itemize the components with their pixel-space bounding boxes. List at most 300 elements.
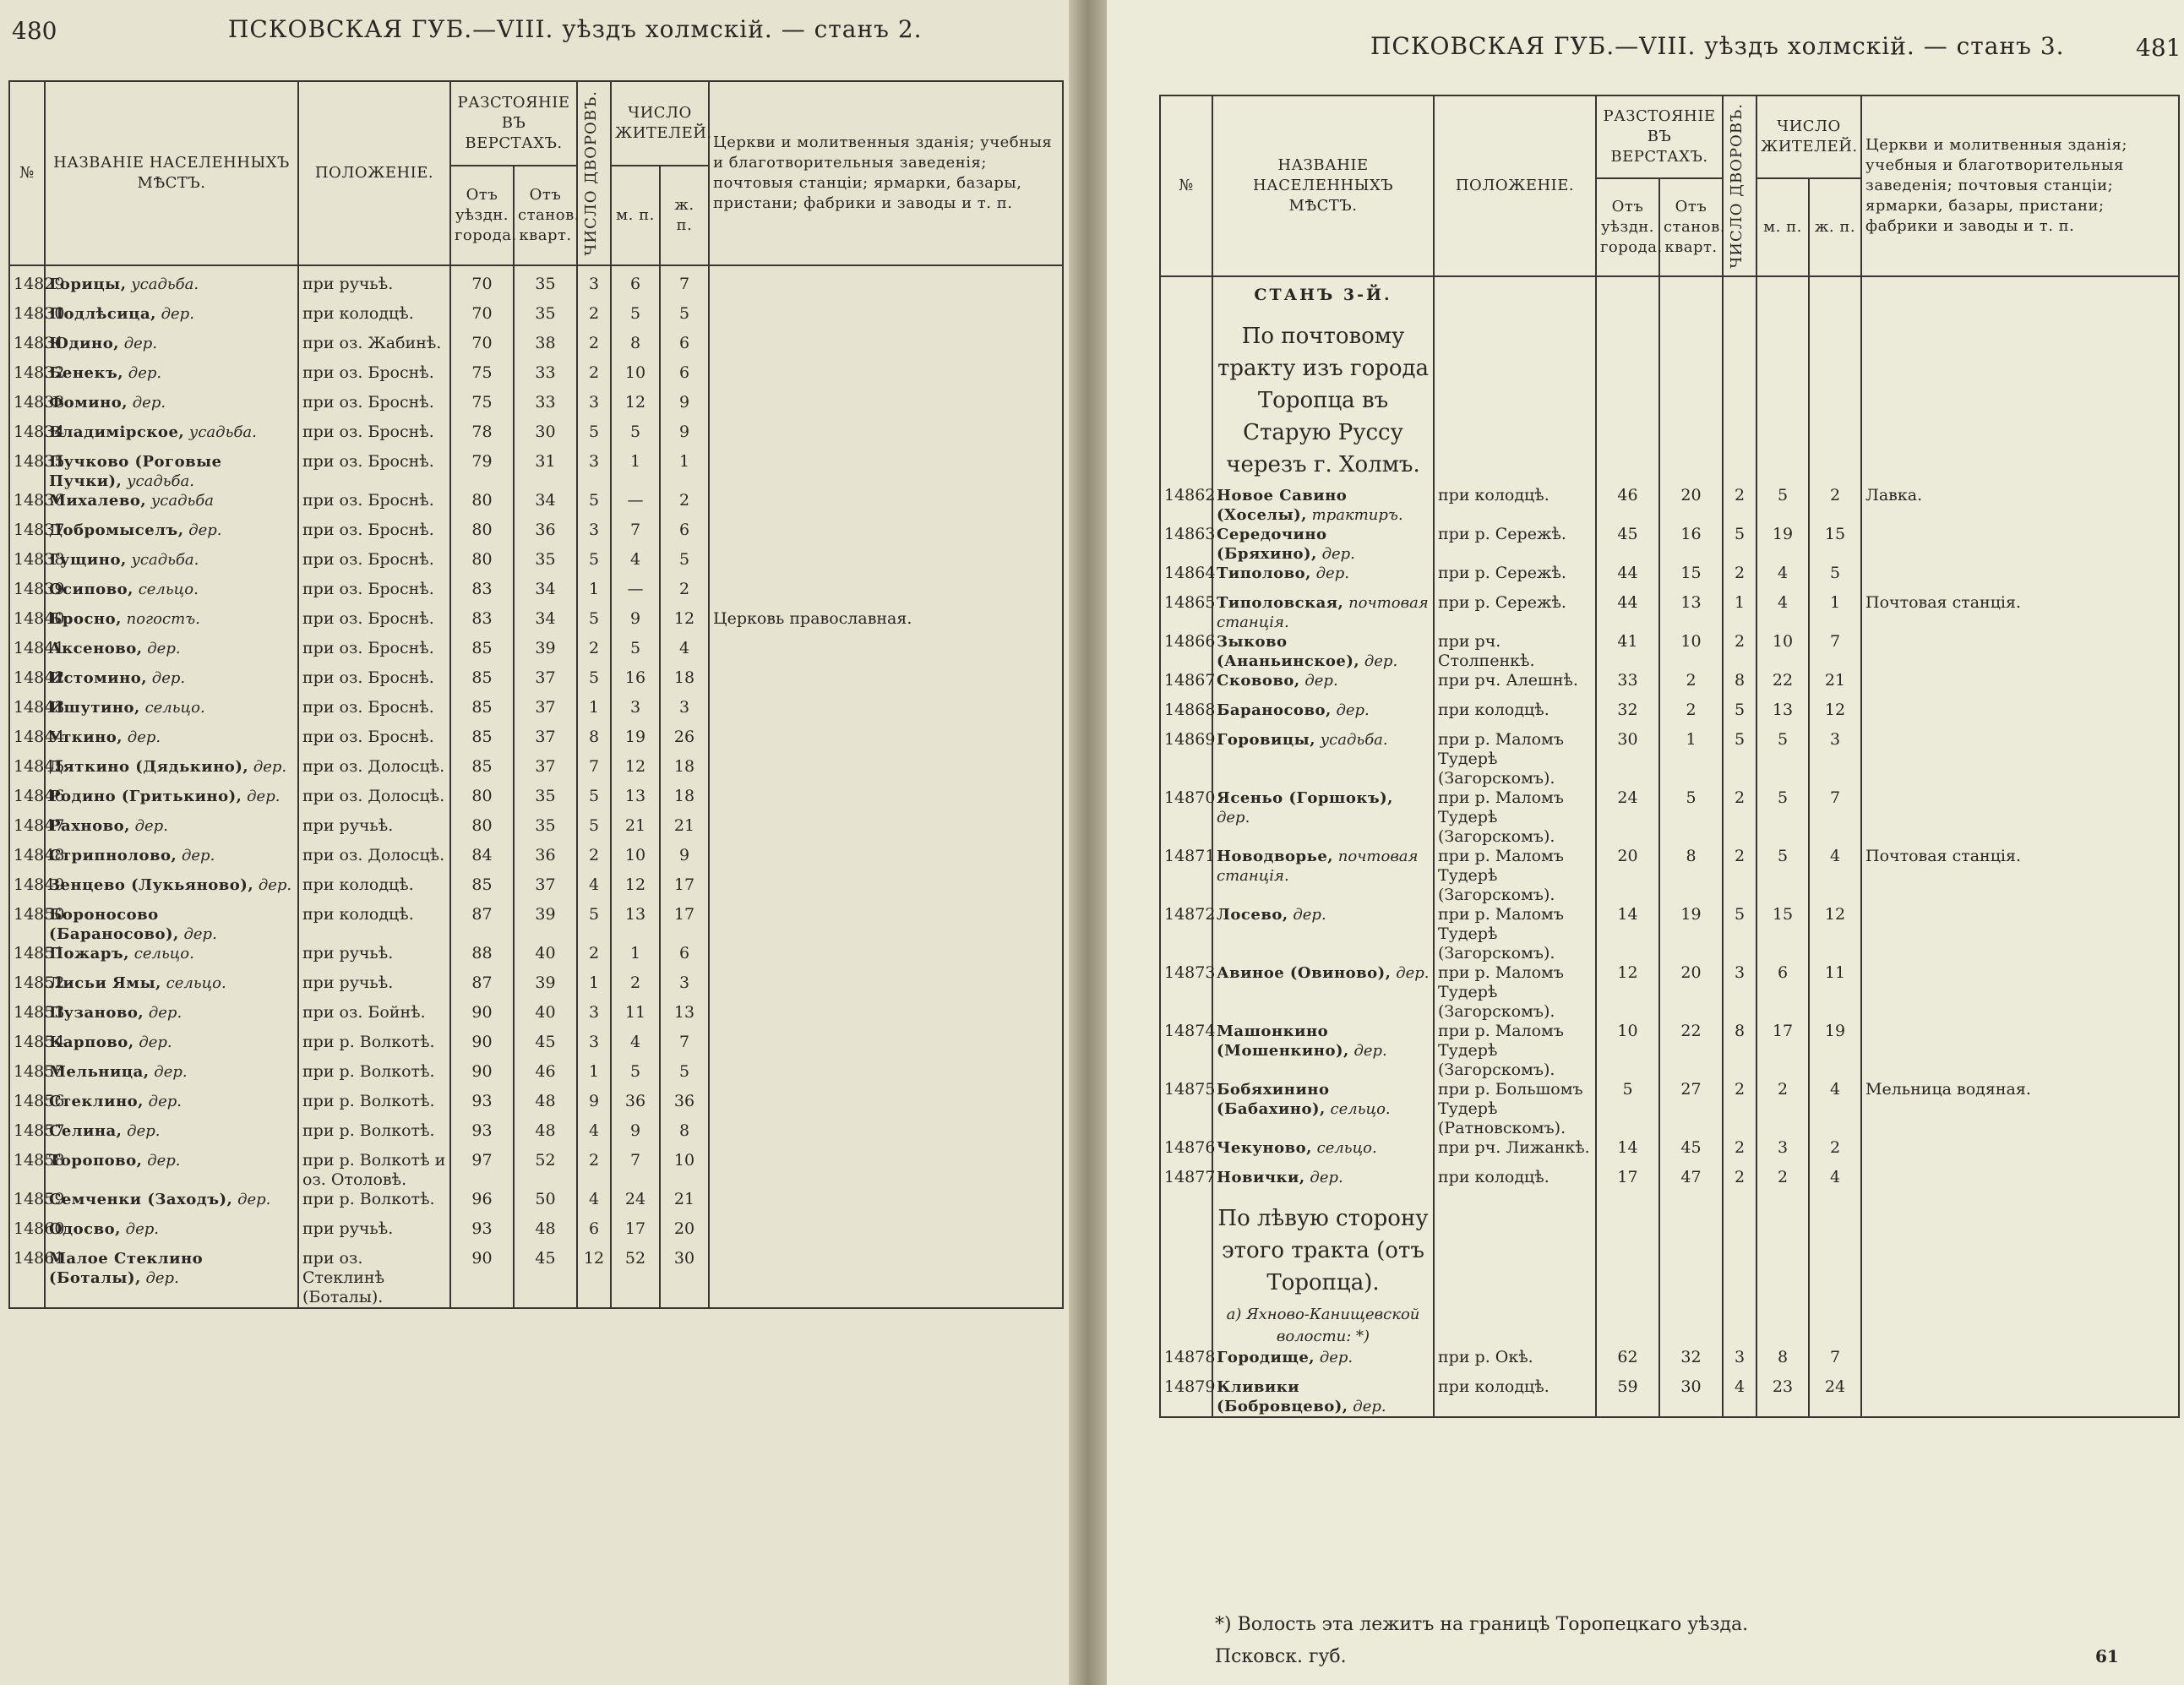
- empty-cell: [1160, 276, 1212, 315]
- row-name-cell: [45, 846, 298, 875]
- row-number: 14863: [1160, 525, 1212, 564]
- row-name-cell: [45, 816, 298, 846]
- row-dist-stan: 40: [514, 944, 577, 973]
- row-name-cell: [45, 875, 298, 905]
- row-female: 12: [1809, 905, 1861, 963]
- row-note: [1861, 905, 2179, 963]
- empty-cell: [1434, 315, 1596, 486]
- row-position: при р. Волкотѣ.: [298, 1062, 450, 1092]
- row-female: 9: [660, 846, 709, 875]
- row-name: Горицы,: [49, 275, 127, 293]
- row-note: [709, 304, 1063, 334]
- row-kind: дер.: [154, 1063, 188, 1081]
- row-yards: 4: [1723, 1377, 1756, 1417]
- table-row: [9, 363, 1063, 393]
- row-female: 1: [660, 452, 709, 491]
- empty-cell: [1596, 1197, 1659, 1304]
- row-position: при рч. Алешнѣ.: [1434, 671, 1596, 701]
- row-male: 5: [1756, 486, 1809, 525]
- row-position: при оз. Броснѣ.: [298, 452, 450, 491]
- row-male: 13: [611, 905, 660, 944]
- row-name: Ясеньо (Горшокъ),: [1217, 789, 1393, 807]
- row-male: 2: [611, 973, 660, 1003]
- row-male: 5: [611, 639, 660, 668]
- empty-cell: [1809, 1304, 1861, 1348]
- row-name: Михалево,: [49, 492, 147, 510]
- row-male: 4: [611, 1033, 660, 1062]
- row-yards: 4: [577, 1190, 611, 1219]
- row-kind: сельцо.: [1316, 1139, 1377, 1157]
- row-dist-stan: 34: [514, 491, 577, 521]
- row-yards: 3: [577, 1003, 611, 1033]
- row-note: [709, 363, 1063, 393]
- row-dist-town: 85: [450, 668, 514, 698]
- row-number: 14852: [9, 973, 45, 1003]
- row-kind: усадьба.: [188, 423, 257, 441]
- row-kind: дер.: [247, 788, 280, 805]
- row-yards: 9: [577, 1092, 611, 1121]
- row-position: при колодцѣ.: [1434, 1168, 1596, 1197]
- row-male: 5: [1756, 788, 1809, 847]
- row-male: 11: [611, 1003, 660, 1033]
- row-position: при р. Волкотѣ.: [298, 1121, 450, 1151]
- row-yards: 5: [1723, 905, 1756, 963]
- row-female: 21: [1809, 671, 1861, 701]
- row-dist-town: 10: [1596, 1022, 1659, 1080]
- row-yards: 5: [1723, 701, 1756, 730]
- row-name: Чекуново,: [1217, 1139, 1312, 1157]
- row-name-cell: [1212, 730, 1434, 788]
- row-male: 9: [611, 609, 660, 639]
- table-row: [1160, 905, 2179, 963]
- row-dist-town: 87: [450, 973, 514, 1003]
- row-dist-stan: 39: [514, 639, 577, 668]
- row-dist-town: 93: [450, 1219, 514, 1249]
- row-female: 15: [1809, 525, 1861, 564]
- col-header-dist-town: Отъ уѣздн. города.: [450, 166, 514, 265]
- row-name: Зенцево (Лукьяново),: [49, 876, 254, 894]
- table-row: [9, 875, 1063, 905]
- row-position: при оз. Броснѣ.: [298, 423, 450, 452]
- row-dist-stan: 35: [514, 787, 577, 816]
- row-position: при р. Сережѣ.: [1434, 564, 1596, 593]
- book-gutter: [1069, 0, 1107, 1685]
- row-kind: дер.: [258, 876, 292, 894]
- row-name: Новое Савино (Хоселы),: [1217, 487, 1348, 524]
- row-dist-stan: 27: [1659, 1080, 1723, 1138]
- row-dist-town: 90: [450, 1062, 514, 1092]
- row-position: при р. Маломъ Тудерѣ (Загорскомъ).: [1434, 847, 1596, 905]
- row-note: [709, 846, 1063, 875]
- section-title-left-side-row: [1160, 1197, 2179, 1304]
- col-header-female-r: ж. п.: [1809, 178, 1861, 276]
- row-kind: дер.: [147, 640, 181, 657]
- row-dist-town: 83: [450, 580, 514, 609]
- row-yards: 2: [1723, 486, 1756, 525]
- row-name: Мельница,: [49, 1063, 150, 1081]
- table-row: [1160, 847, 2179, 905]
- row-dist-town: 20: [1596, 847, 1659, 905]
- row-name-cell: [45, 580, 298, 609]
- row-yards: 2: [1723, 1080, 1756, 1138]
- row-dist-stan: 37: [514, 757, 577, 787]
- row-note: [1861, 730, 2179, 788]
- row-note: Почтовая станція.: [1861, 593, 2179, 632]
- empty-cell: [1434, 1304, 1596, 1348]
- row-dist-town: 83: [450, 609, 514, 639]
- row-name-cell: [1212, 963, 1434, 1022]
- row-yards: 5: [577, 491, 611, 521]
- row-name: Бобяхинино (Бабахино),: [1217, 1081, 1330, 1118]
- row-number: 14864: [1160, 564, 1212, 593]
- row-note: [709, 698, 1063, 728]
- row-name: Бараносово,: [1217, 701, 1332, 719]
- row-female: 21: [660, 816, 709, 846]
- empty-cell: [1723, 1197, 1756, 1304]
- row-position: при колодцѣ.: [1434, 486, 1596, 525]
- row-position: при р. Окѣ.: [1434, 1348, 1596, 1377]
- empty-cell: [1756, 315, 1809, 486]
- row-number: 14867: [1160, 671, 1212, 701]
- row-note: [709, 905, 1063, 944]
- row-female: 12: [660, 609, 709, 639]
- row-position: при оз. Броснѣ.: [298, 639, 450, 668]
- row-name-cell: [45, 698, 298, 728]
- row-number: 14833: [9, 393, 45, 423]
- row-kind: усадьба.: [1320, 731, 1388, 749]
- row-yards: 3: [577, 1033, 611, 1062]
- row-female: 19: [1809, 1022, 1861, 1080]
- row-note: Лавка.: [1861, 486, 2179, 525]
- row-name-cell: [45, 1062, 298, 1092]
- row-yards: 1: [1723, 593, 1756, 632]
- row-dist-stan: 22: [1659, 1022, 1723, 1080]
- row-dist-town: 14: [1596, 1138, 1659, 1168]
- row-dist-town: 87: [450, 905, 514, 944]
- row-name-cell: [45, 787, 298, 816]
- row-note: [709, 728, 1063, 757]
- table-row: [1160, 788, 2179, 847]
- table-row: [1160, 564, 2179, 593]
- row-female: 7: [660, 1033, 709, 1062]
- row-name: Юдино,: [49, 335, 119, 352]
- table-left-body: [9, 265, 1063, 1308]
- row-position: при ручьѣ.: [298, 265, 450, 304]
- empty-cell: [1723, 276, 1756, 315]
- row-note: [709, 550, 1063, 580]
- row-note: [1861, 564, 2179, 593]
- row-number: 14869: [1160, 730, 1212, 788]
- empty-cell: [1809, 1197, 1861, 1304]
- row-position: при оз. Жабинѣ.: [298, 334, 450, 363]
- col-header-position: ПОЛОЖЕНІЕ.: [298, 81, 450, 265]
- empty-cell: [1434, 276, 1596, 315]
- row-name: Стрипнолово,: [49, 847, 177, 864]
- row-name: Подлѣсица,: [49, 305, 156, 323]
- row-kind: дер.: [181, 847, 215, 864]
- row-female: 1: [1809, 593, 1861, 632]
- row-kind: усадьба.: [127, 472, 194, 490]
- row-note: [709, 787, 1063, 816]
- row-kind: дер.: [161, 305, 194, 323]
- row-number: 14846: [9, 787, 45, 816]
- row-position: при оз. Бойнѣ.: [298, 1003, 450, 1033]
- row-position: при оз. Долосцѣ.: [298, 787, 450, 816]
- row-dist-stan: 36: [514, 521, 577, 550]
- row-dist-stan: 15: [1659, 564, 1723, 593]
- row-dist-stan: 35: [514, 265, 577, 304]
- row-dist-town: 96: [450, 1190, 514, 1219]
- row-female: 21: [660, 1190, 709, 1219]
- row-yards: 6: [577, 1219, 611, 1249]
- row-name-cell: [45, 423, 298, 452]
- row-kind: дер.: [127, 728, 161, 746]
- row-name: Добромыселъ,: [49, 521, 184, 539]
- col-header-no-r: №: [1160, 95, 1212, 276]
- row-male: —: [611, 580, 660, 609]
- col-header-dist-town-r: Отъ уѣздн. города.: [1596, 178, 1659, 276]
- row-name-cell: [45, 304, 298, 334]
- row-note: [709, 1249, 1063, 1308]
- row-male: 13: [611, 787, 660, 816]
- row-name-cell: [45, 757, 298, 787]
- row-name-cell: [45, 452, 298, 491]
- col-header-yards-r-text: ЧИСЛО ДВОРОВЪ.: [1728, 103, 1746, 269]
- row-dist-stan: 50: [514, 1190, 577, 1219]
- row-male: —: [611, 491, 660, 521]
- row-dist-stan: 35: [514, 816, 577, 846]
- row-dist-stan: 31: [514, 452, 577, 491]
- table-row: [9, 1062, 1063, 1092]
- row-name-cell: [45, 973, 298, 1003]
- row-name: Пучково (Роговые Пучки),: [49, 453, 222, 490]
- table-row: [9, 334, 1063, 363]
- row-note: [709, 491, 1063, 521]
- row-name-cell: [1212, 1348, 1434, 1377]
- row-dist-stan: 2: [1659, 701, 1723, 730]
- row-kind: сельцо.: [144, 699, 205, 717]
- row-male: 2: [1756, 1168, 1809, 1197]
- row-name-cell: [45, 393, 298, 423]
- row-yards: 2: [577, 363, 611, 393]
- table-row: [9, 393, 1063, 423]
- row-female: 17: [660, 905, 709, 944]
- row-dist-town: 80: [450, 521, 514, 550]
- row-note: [709, 1062, 1063, 1092]
- row-yards: 2: [577, 846, 611, 875]
- row-yards: 1: [577, 973, 611, 1003]
- table-row: [1160, 593, 2179, 632]
- row-name: Владимірское,: [49, 423, 185, 441]
- row-number: 14831: [9, 334, 45, 363]
- empty-cell: [1659, 315, 1723, 486]
- row-position: при оз. Долосцѣ.: [298, 846, 450, 875]
- row-number: 14838: [9, 550, 45, 580]
- table-row: [9, 944, 1063, 973]
- row-dist-town: 45: [1596, 525, 1659, 564]
- row-yards: 5: [577, 816, 611, 846]
- row-female: 26: [660, 728, 709, 757]
- col-header-notes: Церкви и молитвенныя зданія; учебныя и благотворительныя заведенія; почтовыя станціи; ярмарки, базары, пристани; фабрики и заводы и т. п.: [709, 81, 1063, 265]
- signature-mark: 61: [2095, 1646, 2119, 1666]
- empty-cell: [1861, 1304, 2179, 1348]
- row-number: 14866: [1160, 632, 1212, 671]
- row-position: при оз. Броснѣ.: [298, 363, 450, 393]
- row-dist-stan: 19: [1659, 905, 1723, 963]
- row-note: [1861, 632, 2179, 671]
- row-female: 6: [660, 363, 709, 393]
- row-female: 18: [660, 757, 709, 787]
- row-name-cell: [45, 363, 298, 393]
- row-dist-stan: 52: [514, 1151, 577, 1190]
- row-number: 14837: [9, 521, 45, 550]
- row-yards: 2: [577, 334, 611, 363]
- row-kind: сельцо.: [166, 974, 226, 992]
- row-female: 9: [660, 393, 709, 423]
- row-position: при р. Сережѣ.: [1434, 525, 1596, 564]
- row-number: 14857: [9, 1121, 45, 1151]
- table-row: [1160, 1080, 2179, 1138]
- row-yards: 5: [577, 609, 611, 639]
- empty-cell: [1723, 1304, 1756, 1348]
- row-name: Торопово,: [49, 1152, 143, 1170]
- row-dist-town: 12: [1596, 963, 1659, 1022]
- row-male: 10: [611, 846, 660, 875]
- row-name-cell: [45, 550, 298, 580]
- row-position: при оз. Броснѣ.: [298, 393, 450, 423]
- right-page: [1107, 0, 2184, 1685]
- row-number: 14851: [9, 944, 45, 973]
- row-male: 36: [611, 1092, 660, 1121]
- row-note: [709, 1190, 1063, 1219]
- row-male: 4: [1756, 593, 1809, 632]
- row-male: 15: [1756, 905, 1809, 963]
- row-name: Осипово,: [49, 581, 133, 598]
- row-name: Истомино,: [49, 669, 148, 687]
- row-dist-stan: 30: [1659, 1377, 1723, 1417]
- row-male: 5: [611, 304, 660, 334]
- table-row: [9, 816, 1063, 846]
- row-name-cell: [1212, 1022, 1434, 1080]
- row-male: 7: [611, 521, 660, 550]
- row-name-cell: [45, 905, 298, 944]
- row-female: 7: [1809, 1348, 1861, 1377]
- row-kind: дер.: [1353, 1042, 1387, 1060]
- row-yards: 5: [577, 423, 611, 452]
- row-male: 8: [1756, 1348, 1809, 1377]
- row-male: 4: [611, 550, 660, 580]
- row-dist-town: 32: [1596, 701, 1659, 730]
- footnote: *) Волость эта лежитъ на границѣ Торопецкаго уѣзда.: [1215, 1614, 1749, 1635]
- table-row: [1160, 730, 2179, 788]
- row-kind: дер.: [1293, 906, 1326, 924]
- row-position: при колодцѣ.: [298, 905, 450, 944]
- row-male: 12: [611, 393, 660, 423]
- row-female: 5: [660, 304, 709, 334]
- row-dist-town: 75: [450, 393, 514, 423]
- empty-cell: [1434, 1197, 1596, 1304]
- table-row: [9, 265, 1063, 304]
- row-name: Новодворье,: [1217, 848, 1334, 865]
- row-kind: дер.: [1310, 1169, 1343, 1186]
- row-female: 12: [1809, 701, 1861, 730]
- row-kind: дер.: [1217, 809, 1250, 826]
- table-row: [9, 846, 1063, 875]
- row-dist-town: 90: [450, 1249, 514, 1308]
- row-name: Селина,: [49, 1122, 123, 1140]
- row-number: 14861: [9, 1249, 45, 1308]
- row-female: 4: [660, 639, 709, 668]
- row-male: 5: [611, 423, 660, 452]
- row-position: при колодцѣ.: [298, 304, 450, 334]
- row-name: Малое Стеклино (Боталы),: [49, 1250, 204, 1287]
- row-note: [1861, 701, 2179, 730]
- row-dist-stan: 37: [514, 875, 577, 905]
- col-header-distance: РАЗСТОЯНІЕ ВЪ ВЕРСТАХЪ.: [450, 81, 577, 166]
- row-name: Горовицы,: [1217, 731, 1315, 749]
- row-male: 1: [611, 452, 660, 491]
- row-male: 24: [611, 1190, 660, 1219]
- row-male: 12: [611, 875, 660, 905]
- row-name: Бросно,: [49, 610, 122, 628]
- row-dist-town: 62: [1596, 1348, 1659, 1377]
- row-yards: 8: [1723, 1022, 1756, 1080]
- row-yards: 2: [577, 304, 611, 334]
- row-dist-town: 17: [1596, 1168, 1659, 1197]
- row-name-cell: [1212, 671, 1434, 701]
- row-male: 5: [1756, 847, 1809, 905]
- row-number: 14848: [9, 846, 45, 875]
- row-female: 2: [660, 491, 709, 521]
- col-header-dist-stan-r: Отъ станов. кварт.: [1659, 178, 1723, 276]
- row-dist-town: 5: [1596, 1080, 1659, 1138]
- row-number: 14841: [9, 639, 45, 668]
- table-left: [8, 80, 1064, 1309]
- row-name-cell: [1212, 632, 1434, 671]
- row-name-cell: [45, 491, 298, 521]
- table-row: [9, 550, 1063, 580]
- row-dist-town: 85: [450, 698, 514, 728]
- table-row: [1160, 1138, 2179, 1168]
- row-position: при рч. Столпенкѣ.: [1434, 632, 1596, 671]
- table-row: [9, 1003, 1063, 1033]
- empty-cell: [1723, 315, 1756, 486]
- row-position: при оз. Броснѣ.: [298, 728, 450, 757]
- col-header-name: НАЗВАНІЕ НАСЕЛЕННЫХЪ МѢСТЪ.: [45, 81, 298, 265]
- row-note: [709, 521, 1063, 550]
- table-row: [1160, 486, 2179, 525]
- page-number-right: 481: [2136, 34, 2181, 62]
- row-position: при р. Сережѣ.: [1434, 593, 1596, 632]
- row-number: 14830: [9, 304, 45, 334]
- row-male: 19: [611, 728, 660, 757]
- empty-cell: [1861, 1197, 2179, 1304]
- row-note: [709, 393, 1063, 423]
- row-position: при ручьѣ.: [298, 1219, 450, 1249]
- row-kind: дер.: [125, 1220, 159, 1238]
- row-note: [709, 973, 1063, 1003]
- row-kind: дер.: [134, 817, 168, 835]
- row-number: 14829: [9, 265, 45, 304]
- row-name-cell: [1212, 564, 1434, 593]
- table-row: [1160, 632, 2179, 671]
- row-note: [709, 639, 1063, 668]
- row-male: 1: [611, 944, 660, 973]
- row-number: 14858: [9, 1151, 45, 1190]
- row-kind: дер.: [1336, 701, 1370, 719]
- row-male: 5: [1756, 730, 1809, 788]
- row-name-cell: [1212, 1080, 1434, 1138]
